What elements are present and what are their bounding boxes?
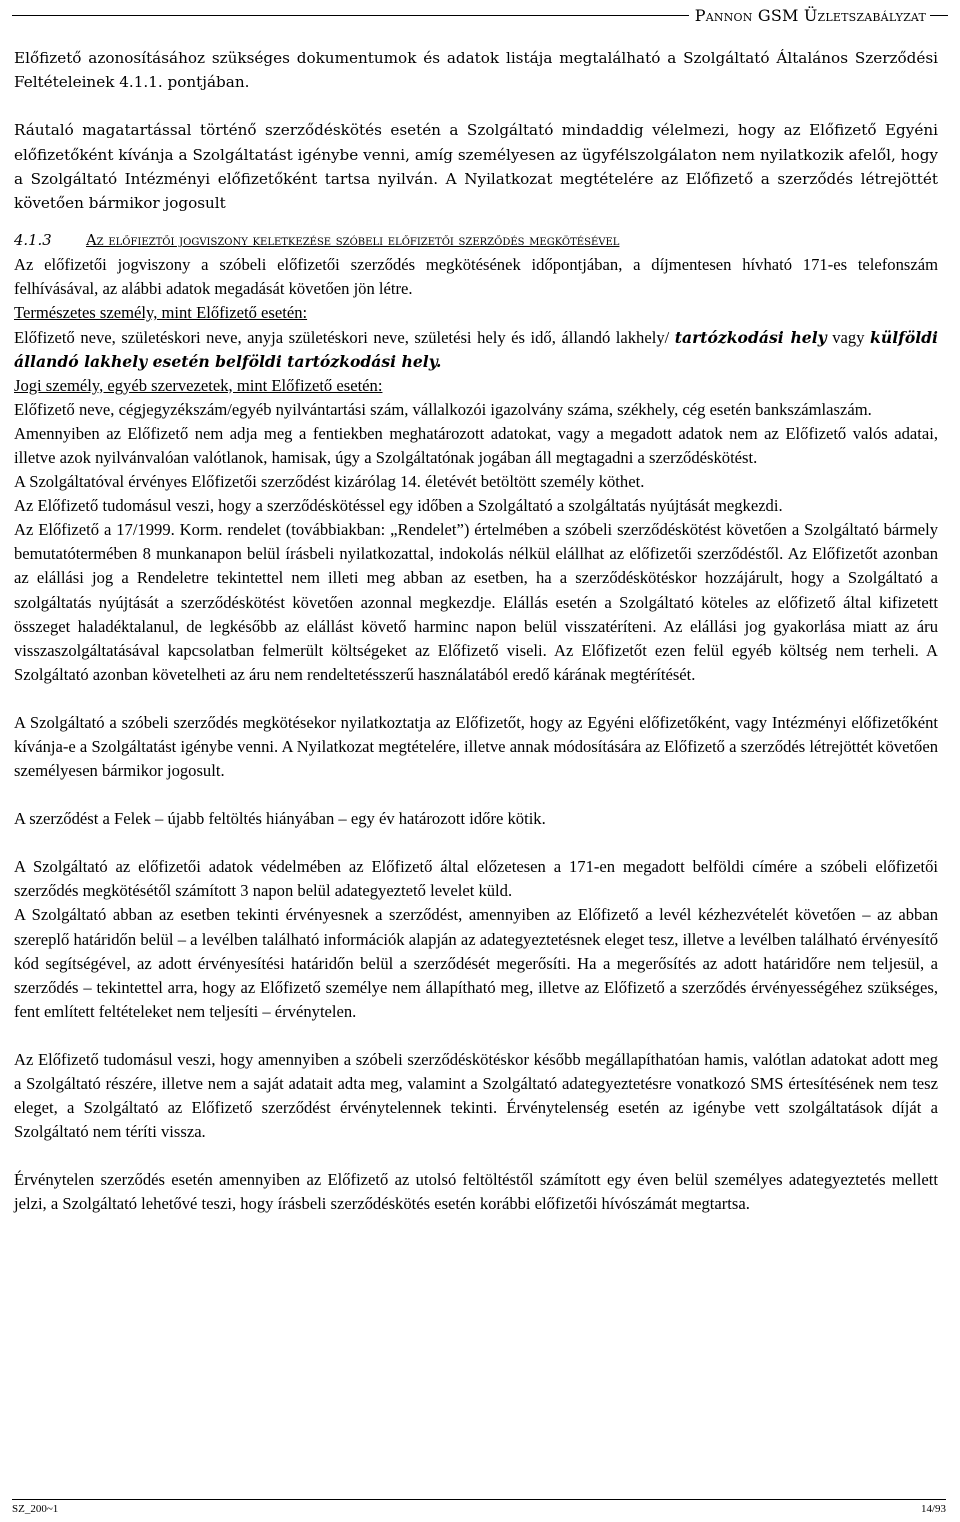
paragraph: Az előfizetői jogviszony a szóbeli előfizetői szerződés megkötésének időpontjában, a díjmentesen hívható 171-es telefonszám felhívásával, az alábbi adatok megadását követően jön létre. xyxy=(14,255,938,299)
bold-text: külföldi állandó lakhely esetén belföldi tartózkodási hely. xyxy=(14,327,938,371)
page-footer xyxy=(12,1499,946,1515)
paragraph: Az Előfizető tudomásul veszi, hogy a szerződéskötéssel egy időben a Szolgáltató a szolgáltatás nyújtását megkezdi. xyxy=(14,496,783,516)
header-rule-end xyxy=(930,15,948,16)
paragraph: Az Előfizető tudomásul veszi, hogy amennyiben a szóbeli szerződéskötéskor később megállapíthatóan hamis, valótlan adatokat adott meg a Szolgáltató részére, illetve nem a saját adatait adta meg, valamint a Szolgáltató adategyeztetésre vonatkozó SMS értesítésének nem tesz eleget, a Szolgáltató az Előfizető szerződést érvénytelennek tekinti. Érvénytelenség esetén az igénybe vett szolgáltatások díját a Szolgáltató nem téríti vissza. xyxy=(14,1049,938,1142)
footer-page-number: 14/93 xyxy=(920,1503,946,1515)
document-body xyxy=(14,46,938,1217)
header-rule xyxy=(12,15,689,16)
paragraph: A Szolgáltató a szóbeli szerződés megkötésekor nyilatkoztatja az Előfizetőt, hogy az Egyéni előfizetőként, vagy Intézményi előfizetőként kívánja-e a Szolgáltatást igénybe venni. A Nyilatkozat megtételére, illetve annak módosítására az Előfizető a szerződés létrejöttét követően személyesen bármikor jogosult. xyxy=(14,712,938,781)
paragraph-natural-person xyxy=(14,326,938,374)
header-title: Pannon GSM Üzletszabályzat xyxy=(694,5,926,25)
paragraph: A Szolgáltatóval érvényes Előfizetői szerződést kizárólag 14. életévét betöltött személy köthet. xyxy=(14,472,645,492)
footer-document-id: SZ_200~1 xyxy=(12,1503,59,1515)
text-run: vagy xyxy=(826,327,871,347)
page-header xyxy=(12,4,948,26)
subheading-natural-person: Természetes személy, mint Előfizető esetén: xyxy=(14,303,308,323)
paragraph: Ráutaló magatartással történő szerződéskötés esetén a Szolgáltató mindaddig vélelmezi, hogy az Előfizető Egyéni előfizetőként kívánja a Szolgáltatást igénybe venni, amíg személyesen az ügyfélszolgálaton nem nyilatkozik afelől, hogy a Szolgáltató Intézményi előfizetőként tartsa nyilván. A Nyilatkozat megtételére az Előfizető a szerződés létrejöttét követően bármikor jogosult xyxy=(14,121,938,213)
paragraph: A szerződést a Felek – újabb feltöltés hiányában – egy év határozott időre kötik. xyxy=(14,809,546,829)
paragraph: Amennyiben az Előfizető nem adja meg a fentiekben meghatározott adatokat, vagy a megadott adatok nem az Előfizető valós adatai, illetve azok nyilvánvalóan valótlanok, hamisak, úgy a Szolgáltatónak jogában áll megtagadni a szerződéskötést. xyxy=(14,423,938,467)
paragraph: Előfizető neve, cégjegyzékszám/egyéb nyilvántartási szám, vállalkozói igazolvány száma, székhely, cég esetén bankszámlaszám. xyxy=(14,399,872,419)
paragraph: Az Előfizető a 17/1999. Korm. rendelet (továbbiakban: „Rendelet”) értelmében a szóbeli szerződéskötést követően a Szolgáltató bármely bemutatótermében 8 munkanapon belül írásbeli nyilatkozattal, indokolás nélkül elállhat az előfizetői szerződéstől. Az Előfizetőt azonban az elállási jog a Rendeletre tekintettel nem illeti meg abban az esetben, ha a szerződéskötéskor hozzájárult, hogy a Szolgáltató a szolgáltatás nyújtását a szerződéskötést követően azonnal megkezdje. Elállás esetén a Szolgáltató köteles az előfizető által kifizetett összeget haladéktalanul, de legkésőbb az elállást követő harminc napon belül visszatéríteni. Az elállási jog gyakorlása miatt az áru visszaszolgáltatásával kapcsolatban felmerült költségeket az Előfizető viseli. Az Előfizetőt ezen felül egyéb költség nem terheli. A Szolgáltató azonban követelheti az áru nem rendeltetésszerű használatából eredő kárának megtérítését. xyxy=(14,520,938,684)
section-title: Az előfieztői jogviszony keletkezése szóbeli előfizetői szerződés megkötésével xyxy=(86,232,620,250)
section-number: 4.1.3 xyxy=(14,232,52,250)
section-heading xyxy=(14,229,938,253)
paragraph: Érvénytelen szerződés esetén amennyiben az Előfizető az utolsó feltöltéstől számított egy éven belül személyes adategyeztetés mellett jelzi, a Szolgáltató lehetővé teszi, hogy írásbeli szerződéskötés esetén korábbi előfizetői hívószámát megtartsa. xyxy=(14,1170,938,1214)
subheading-legal-person: Jogi személy, egyéb szervezetek, mint Előfizető esetén: xyxy=(14,375,383,395)
paragraph: A Szolgáltató abban az esetben tekinti érvényesnek a szerződést, amennyiben az Előfizető a levél kézhezvételét követően – az abban szereplő határidőn belül – a levélben található információk alapján az adategyeztetésnek eleget tesz, illetve a levélben található érvényesítő kód segítségével, az adott érvényesítési határidőn belül a szerződését megerősíti. Ha a megerősítés az adott határidőre nem teljesül, a szerződés – tekintettel arra, hogy az Előfizető személye nem állapítható meg, illetve az Előfizető a szerződés érvényességéhez szükséges, fent említett feltételeket nem teljesíti – érvénytelen. xyxy=(14,905,938,1021)
paragraph: A Szolgáltató az előfizetői adatok védelmében az Előfizető által előzetesen a 171-en megadott belföldi címére a szóbeli előfizetői szerződés megkötésétől számított 3 napon belül adategyeztető levelet küld. xyxy=(14,857,938,901)
bold-text: tartózkodási hely xyxy=(674,327,827,347)
text-run: Előfizető neve, születéskori neve, anyja születéskori neve, születési hely és idő, állandó lakhely/ xyxy=(14,327,675,347)
paragraph: Előfizető azonosításához szükséges dokumentumok és adatok listája megtalálható a Szolgáltató Általános Szerződési Feltételeinek 4.1.1. pontjában. xyxy=(14,49,938,92)
